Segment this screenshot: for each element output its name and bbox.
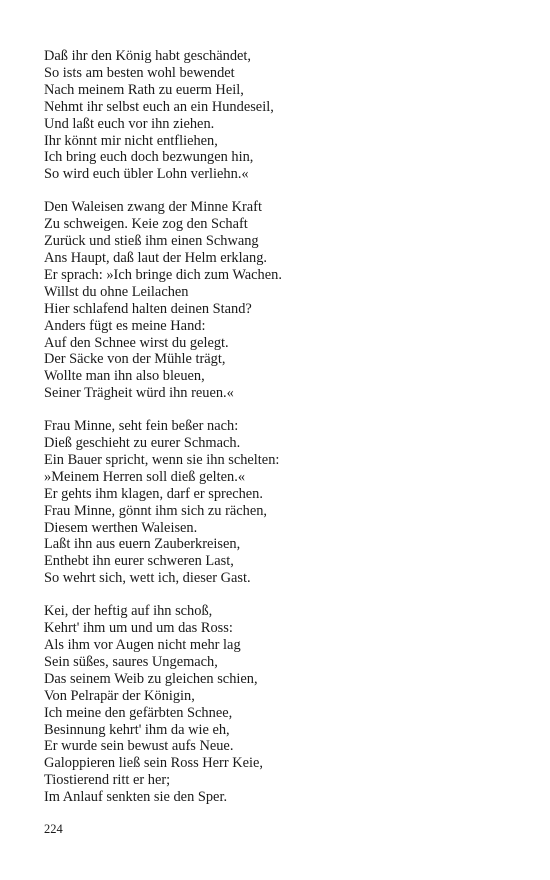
verse-line: Willst du ohne Leilachen — [44, 283, 189, 300]
poem-body — [44, 48, 514, 822]
verse-line: Dieß geschieht zu eurer Schmach. — [44, 435, 241, 452]
verse-line: Auf den Schnee wirst du gelegt. — [44, 334, 229, 351]
verse-line: Der Säcke von der Mühle trägt, — [44, 351, 226, 368]
verse-line: Kei, der heftig auf ihn schoß, — [44, 603, 213, 620]
verse-line: So wehrt sich, wett ich, dieser Gast. — [44, 570, 251, 587]
verse-line: Galoppieren ließ sein Ross Herr Keie, — [44, 755, 263, 772]
verse-line: Kehrt' ihm um und um das Ross: — [44, 620, 233, 637]
verse-line: »Meinem Herren soll dieß gelten.« — [44, 468, 246, 485]
verse-line: Nehmt ihr selbst euch an ein Hundeseil, — [44, 98, 274, 115]
verse-line: Nach meinem Rath zu euerm Heil, — [44, 81, 244, 98]
verse-line: Er sprach: »Ich bringe dich zum Wachen. — [44, 266, 282, 283]
stanza-1 — [44, 48, 514, 183]
verse-line: Hier schlafend halten deinen Stand? — [44, 300, 252, 317]
verse-line: Er gehts ihm klagen, darf er sprechen. — [44, 485, 263, 502]
verse-line: Frau Minne, gönnt ihm sich zu rächen, — [44, 502, 268, 519]
verse-line: Er wurde sein bewust aufs Neue. — [44, 738, 234, 755]
verse-line: Ans Haupt, daß laut der Helm erklang. — [44, 249, 267, 266]
verse-line: Den Waleisen zwang der Minne Kraft — [44, 199, 262, 216]
verse-line: Und laßt euch vor ihn ziehen. — [44, 115, 215, 132]
verse-line: Ich bring euch doch bezwungen hin, — [44, 149, 254, 166]
stanza-2 — [44, 199, 514, 402]
page-number: 224 — [44, 822, 63, 836]
verse-line: Ihr könnt mir nicht entfliehen, — [44, 132, 218, 149]
verse-line: Tiostierend ritt er her; — [44, 772, 171, 789]
stanza-3 — [44, 418, 514, 587]
verse-line: Besinnung kehrt' ihm da wie eh, — [44, 721, 230, 738]
verse-line: So wird euch übler Lohn verliehn.« — [44, 166, 249, 183]
verse-line: Wollte man ihn also bleuen, — [44, 368, 205, 385]
verse-line: Seiner Trägheit würd ihn reuen.« — [44, 385, 234, 402]
verse-line: Im Anlauf senkten sie den Sper. — [44, 789, 228, 806]
verse-line: Als ihm vor Augen nicht mehr lag — [44, 637, 241, 653]
verse-line: Ich meine den gefärbten Schnee, — [44, 704, 233, 721]
verse-line: Sein süßes, saures Ungemach, — [44, 653, 218, 670]
verse-line: Ein Bauer spricht, wenn sie ihn schelten: — [44, 451, 280, 468]
verse-line: Das seinem Weib zu gleichen schien, — [44, 670, 258, 687]
verse-line: Zurück und stieß ihm einen Schwang — [44, 233, 259, 250]
stanza-4 — [44, 603, 514, 806]
verse-line: Laßt ihn aus euern Zauberkreisen, — [44, 536, 241, 553]
verse-line: Frau Minne, seht fein beßer nach: — [44, 418, 239, 435]
verse-line: So ists am besten wohl bewendet — [44, 64, 235, 81]
verse-line: Daß ihr den König habt geschändet, — [44, 48, 252, 64]
verse-line: Diesem werthen Waleisen. — [44, 519, 198, 536]
verse-line: Zu schweigen. Keie zog den Schaft — [44, 216, 248, 233]
verse-line: Enthebt ihn eurer schweren Last, — [44, 553, 234, 570]
verse-line: Anders fügt es meine Hand: — [44, 317, 206, 334]
verse-line: Von Pelrapär der Königin, — [44, 687, 195, 704]
